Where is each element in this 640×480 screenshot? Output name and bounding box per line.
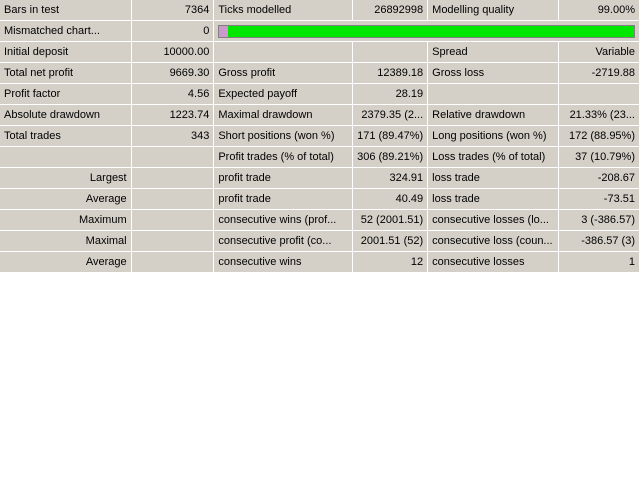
empty-cell-10	[131, 231, 214, 252]
label-maximal-drawdown: Maximal drawdown	[214, 105, 352, 126]
empty-cell-7	[131, 168, 214, 189]
label-total-trades: Total trades	[0, 126, 131, 147]
value-initial-deposit: 10000.00	[131, 42, 214, 63]
value-average-consecutive-wins: 12	[352, 252, 428, 273]
value-gross-loss: -2719.88	[559, 63, 640, 84]
value-spread: Variable	[559, 42, 640, 63]
table-row	[0, 126, 640, 147]
label-mismatched-chart-errors: Mismatched chart...	[0, 21, 131, 42]
empty-cell-5	[0, 147, 131, 168]
label-maximal: Maximal	[0, 231, 131, 252]
value-ticks-modelled: 26892998	[352, 0, 428, 21]
label-largest-profit-trade: profit trade	[214, 168, 352, 189]
value-total-net-profit: 9669.30	[131, 63, 214, 84]
label-modelling-quality: Modelling quality	[428, 0, 559, 21]
table-row	[0, 63, 640, 84]
empty-cell-9	[131, 210, 214, 231]
label-average-consecutive-wins: consecutive wins	[214, 252, 352, 273]
empty-area	[0, 273, 640, 480]
value-profit-factor: 4.56	[131, 84, 214, 105]
label-max-consecutive-losses: consecutive losses (lo...	[428, 210, 559, 231]
table-row	[0, 42, 640, 63]
label-relative-drawdown: Relative drawdown	[428, 105, 559, 126]
value-max-consecutive-wins: 52 (2001.51)	[352, 210, 428, 231]
label-largest: Largest	[0, 168, 131, 189]
value-relative-drawdown: 21.33% (23...	[559, 105, 640, 126]
value-gross-profit: 12389.18	[352, 63, 428, 84]
table-row	[0, 210, 640, 231]
value-bars-in-test: 7364	[131, 0, 214, 21]
empty-cell-4	[559, 84, 640, 105]
label-total-net-profit: Total net profit	[0, 63, 131, 84]
label-average-consecutive-losses: consecutive losses	[428, 252, 559, 273]
empty-cell-8	[131, 189, 214, 210]
modelling-quality-bar-fill	[228, 26, 634, 37]
label-profit-trades: Profit trades (% of total)	[214, 147, 352, 168]
table-row	[0, 84, 640, 105]
value-max-consecutive-losses: 3 (-386.57)	[559, 210, 640, 231]
empty-cell-1	[214, 42, 352, 63]
value-short-positions: 171 (89.47%)	[352, 126, 428, 147]
value-average-profit-trade: 40.49	[352, 189, 428, 210]
empty-cell-2	[352, 42, 428, 63]
table-row	[0, 105, 640, 126]
empty-cell-3	[428, 84, 559, 105]
value-maximal-drawdown: 2379.35 (2...	[352, 105, 428, 126]
table-row	[0, 189, 640, 210]
label-long-positions: Long positions (won %)	[428, 126, 559, 147]
label-average-profit-trade: profit trade	[214, 189, 352, 210]
label-loss-trades: Loss trades (% of total)	[428, 147, 559, 168]
label-maximum: Maximum	[0, 210, 131, 231]
value-long-positions: 172 (88.95%)	[559, 126, 640, 147]
modelling-quality-bar-lead	[219, 26, 228, 37]
table-row	[0, 252, 640, 273]
value-maximal-consecutive-profit: 2001.51 (52)	[352, 231, 428, 252]
label-maximal-consecutive-loss: consecutive loss (coun...	[428, 231, 559, 252]
table-row	[0, 21, 640, 42]
label-maximal-consecutive-profit: consecutive profit (co...	[214, 231, 352, 252]
label-average: Average	[0, 189, 131, 210]
quality-bar-cell	[214, 21, 640, 42]
label-spread: Spread	[428, 42, 559, 63]
label-gross-loss: Gross loss	[428, 63, 559, 84]
table-row	[0, 231, 640, 252]
label-largest-loss-trade: loss trade	[428, 168, 559, 189]
value-modelling-quality: 99.00%	[559, 0, 640, 21]
value-expected-payoff: 28.19	[352, 84, 428, 105]
label-average-consecutive: Average	[0, 252, 131, 273]
value-loss-trades: 37 (10.79%)	[559, 147, 640, 168]
value-total-trades: 343	[131, 126, 214, 147]
value-average-consecutive-losses: 1	[559, 252, 640, 273]
value-profit-trades: 306 (89.21%)	[352, 147, 428, 168]
value-mismatched-chart-errors: 0	[131, 21, 214, 42]
table-row	[0, 147, 640, 168]
empty-cell-11	[131, 252, 214, 273]
value-absolute-drawdown: 1223.74	[131, 105, 214, 126]
label-average-loss-trade: loss trade	[428, 189, 559, 210]
table-row	[0, 168, 640, 189]
label-expected-payoff: Expected payoff	[214, 84, 352, 105]
table-row	[0, 0, 640, 21]
empty-cell-6	[131, 147, 214, 168]
label-profit-factor: Profit factor	[0, 84, 131, 105]
label-short-positions: Short positions (won %)	[214, 126, 352, 147]
label-bars-in-test: Bars in test	[0, 0, 131, 21]
value-maximal-consecutive-loss: -386.57 (3)	[559, 231, 640, 252]
value-average-loss-trade: -73.51	[559, 189, 640, 210]
label-max-consecutive-wins: consecutive wins (prof...	[214, 210, 352, 231]
label-absolute-drawdown: Absolute drawdown	[0, 105, 131, 126]
value-largest-profit-trade: 324.91	[352, 168, 428, 189]
value-largest-loss-trade: -208.67	[559, 168, 640, 189]
modelling-quality-bar	[218, 25, 635, 38]
label-initial-deposit: Initial deposit	[0, 42, 131, 63]
label-gross-profit: Gross profit	[214, 63, 352, 84]
label-ticks-modelled: Ticks modelled	[214, 0, 352, 21]
